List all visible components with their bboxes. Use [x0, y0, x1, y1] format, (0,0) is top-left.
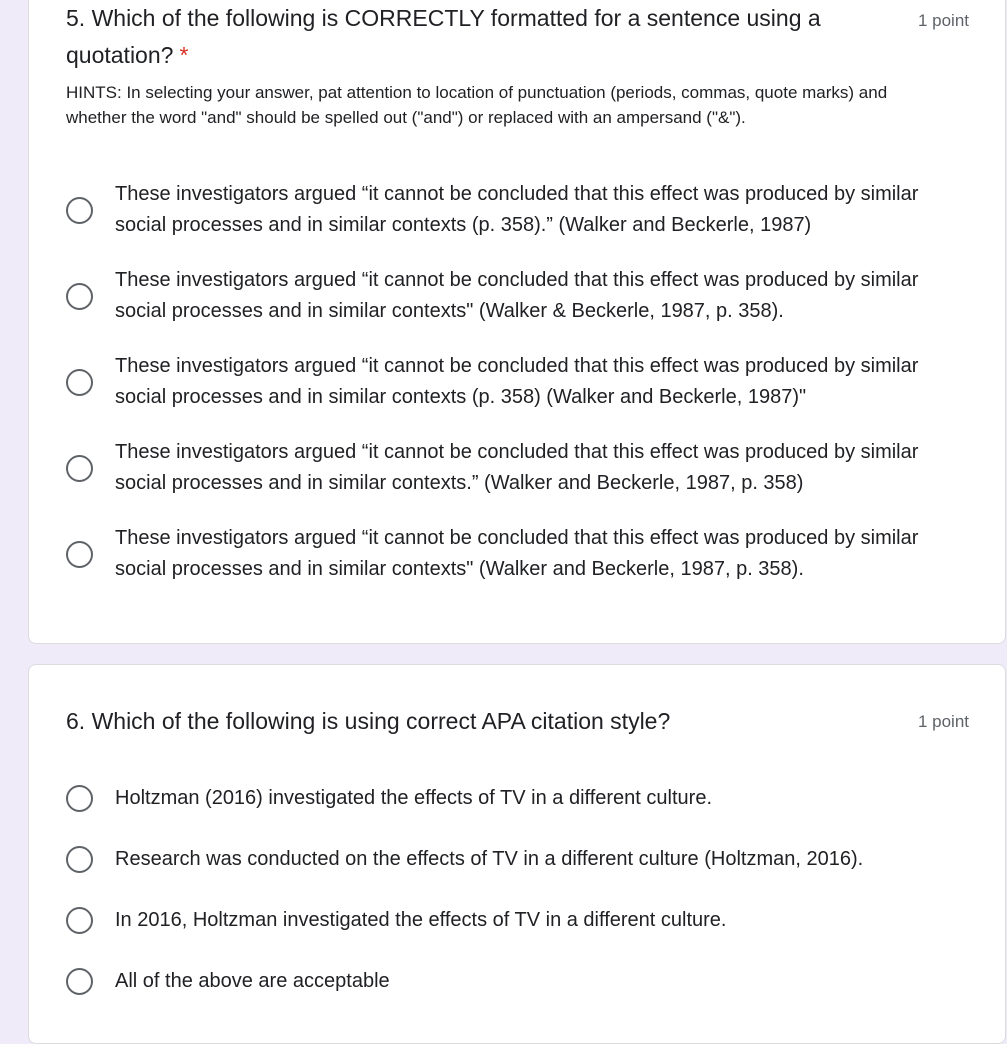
points-label: 1 point: [917, 11, 969, 30]
radio-button[interactable]: [66, 907, 93, 934]
option-label: These investigators argued “it cannot be concluded that this effect was produced by similar social processes and in similar contexts (p. 358).” (Walker and Beckerle, 1987): [115, 183, 919, 236]
radio-button[interactable]: [66, 846, 93, 873]
radio-button[interactable]: [66, 369, 93, 396]
option-label: These investigators argued “it cannot be concluded that this effect was produced by similar social processes and in similar contexts (p. 358) (Walker and Beckerle, 1987)": [115, 355, 919, 408]
option-label: These investigators argued “it cannot be concluded that this effect was produced by similar social processes and in similar contexts" (Walker & Beckerle, 1987, p. 358).: [115, 269, 919, 322]
radio-button[interactable]: [66, 283, 93, 310]
radio-button[interactable]: [66, 455, 93, 482]
points-label: 1 point: [917, 712, 969, 731]
radio-button[interactable]: [66, 541, 93, 568]
option-d[interactable]: [66, 437, 976, 499]
option-e[interactable]: [66, 523, 976, 585]
radio-button[interactable]: [66, 197, 93, 224]
option-label: Research was conducted on the effects of TV in a different culture (Holtzman, 2016).: [115, 848, 864, 870]
option-label: These investigators argued “it cannot be concluded that this effect was produced by similar social processes and in similar contexts" (Walker and Beckerle, 1987, p. 358).: [115, 527, 919, 580]
option-label: These investigators argued “it cannot be concluded that this effect was produced by similar social processes and in similar contexts.” (Walker and Beckerle, 1987, p. 358): [115, 441, 919, 494]
option-b[interactable]: [66, 265, 976, 327]
question-card-6: [28, 664, 1006, 1044]
question-card-5: [28, 0, 1006, 644]
question-title: 6. Which of the following is using correct APA citation style?: [66, 708, 671, 734]
required-marker: *: [179, 42, 189, 68]
radio-button[interactable]: [66, 968, 93, 995]
option-a[interactable]: [66, 179, 976, 241]
option-label: In 2016, Holtzman investigated the effects of TV in a different culture.: [115, 909, 727, 931]
option-d[interactable]: [66, 966, 976, 997]
option-c[interactable]: [66, 905, 976, 936]
hint-text: HINTS: In selecting your answer, pat attention to location of punctuation (periods, commas, quote marks) and whether the word "and" should be spelled out ("and") or replaced with an ampersand ("&").: [66, 83, 888, 127]
option-label: Holtzman (2016) investigated the effects of TV in a different culture.: [115, 787, 713, 809]
option-label: All of the above are acceptable: [115, 970, 390, 992]
option-b[interactable]: [66, 844, 976, 875]
option-c[interactable]: [66, 351, 976, 413]
question-title: 5. Which of the following is CORRECTLY formatted for a sentence using a quotation? *: [66, 5, 821, 68]
radio-button[interactable]: [66, 785, 93, 812]
option-a[interactable]: [66, 783, 976, 814]
